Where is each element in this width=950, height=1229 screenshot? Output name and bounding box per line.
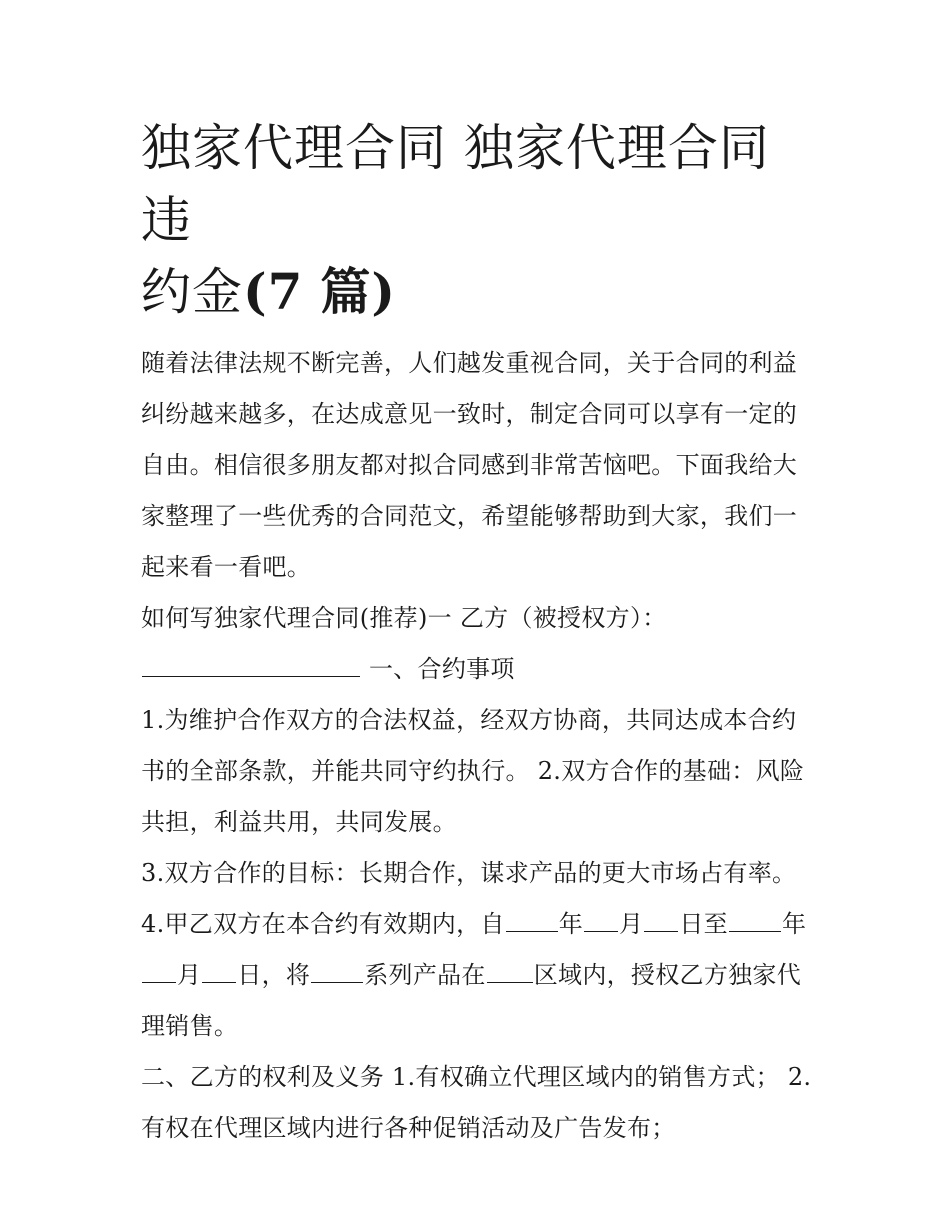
title-count: (7 <box>243 262 304 321</box>
title-line-2-text: 约金 <box>141 263 243 321</box>
party-b-blank <box>142 652 360 677</box>
item-3: 3.双方合作的目标：长期合作，谋求产品的更大市场占有率。 <box>141 859 797 887</box>
item-4-year-2: 年 <box>781 910 807 938</box>
title-line-2 <box>141 256 813 328</box>
item-1-2: 1.为维护合作双方的合法权益，经双方协商，共同达成本合约书的全部条款，并能共同守约执行。 2.双方合作的基础：风险共担，利益共用，共同发展。 <box>141 706 805 836</box>
blank-day-1 <box>644 907 678 932</box>
item-4-text-a: 4.甲乙双方在本合约有效期内，自 <box>141 910 505 938</box>
section-1-line <box>141 644 813 695</box>
item-4-day-to: 日至 <box>679 910 728 938</box>
intro-paragraph: 随着法律法规不断完善，人们越发重视合同，关于合同的利益纠纷越来越多，在达成意见一致时，制定合同可以享有一定的自由。相信很多朋友都对拟合同感到非常苦恼吧。下面我给大家整理了一些优秀的合同范文，希望能够帮助到大家，我们一起来看一看吧。 <box>141 349 798 581</box>
section-1-title: 一、合约事项 <box>368 655 515 683</box>
document-title <box>141 112 813 328</box>
item-4-month-2: 月 <box>177 961 202 989</box>
item-4 <box>141 899 813 1052</box>
contract-heading: 如何写独家代理合同(推荐)一 乙方（被授权方）： <box>141 604 667 632</box>
title-unit: 篇) <box>320 262 397 321</box>
item-4-region: 区域内，授权乙方独家代理销售。 <box>141 961 802 1040</box>
section-2: 二、乙方的权利及义务 1.有权确立代理区域内的销售方式； 2.有权在代理区域内进行各种促销活动及广告发布； <box>141 1063 812 1142</box>
item-4-series: 系列产品在 <box>364 961 486 989</box>
blank-month-2 <box>142 958 176 983</box>
blank-year-1 <box>506 907 558 932</box>
blank-day-2 <box>202 958 236 983</box>
blank-year-2 <box>729 907 781 932</box>
blank-month-1 <box>584 907 618 932</box>
item-4-day-2: 日，将 <box>237 961 311 989</box>
blank-product-series <box>311 958 363 983</box>
item-4-year-1: 年 <box>558 910 584 938</box>
document-page <box>141 112 813 1154</box>
title-line-1: 独家代理合同 独家代理合同违 <box>141 119 770 249</box>
blank-region <box>487 958 533 983</box>
item-4-month-1: 月 <box>619 910 644 938</box>
